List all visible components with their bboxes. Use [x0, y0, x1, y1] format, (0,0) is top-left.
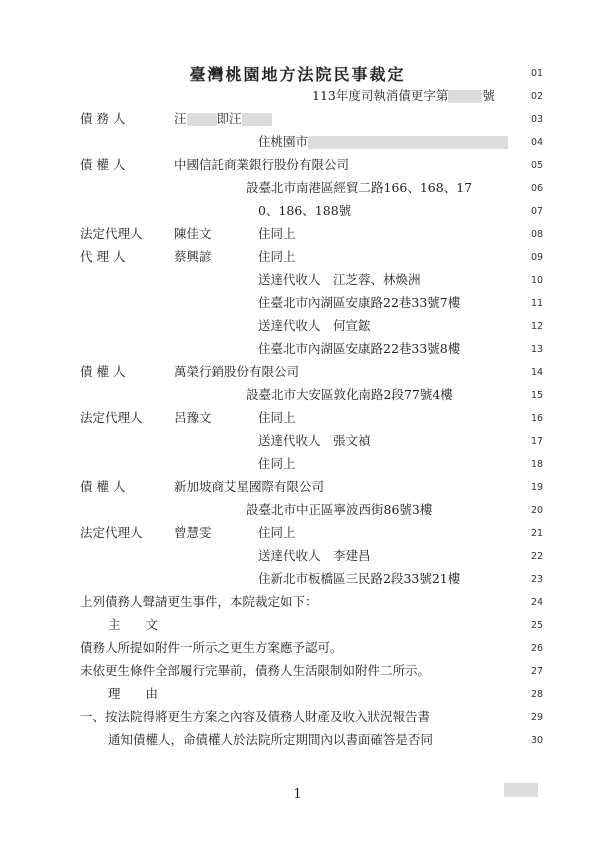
line-number: 30 [530, 735, 544, 746]
debtor-address-line [258, 134, 508, 150]
line-number: 05 [530, 160, 544, 171]
line-number: 17 [530, 436, 544, 447]
debtor-name-line [174, 111, 272, 127]
line-number: 23 [530, 574, 544, 585]
creditor3-name: 新加坡商艾星國際有限公司 [174, 479, 325, 494]
line-number: 13 [530, 344, 544, 355]
legal-rep3-role: 法定代理人 [80, 525, 143, 540]
line-number: 02 [530, 91, 544, 102]
line-number: 18 [530, 459, 544, 470]
line-number: 11 [530, 298, 544, 309]
line-number: 24 [530, 597, 544, 608]
redacted-block [448, 90, 482, 103]
creditor2-role: 債 權 人 [80, 364, 126, 379]
creditor2-address: 設臺北市大安區敦化南路2段77號4樓 [246, 387, 453, 402]
line-number: 15 [530, 390, 544, 401]
line-number: 27 [530, 666, 544, 677]
page-number: 1 [293, 787, 302, 802]
agent1-receiver2: 送達代收人 何宣鋐 [258, 318, 371, 333]
creditor1-role: 債 權 人 [80, 157, 126, 172]
legal-rep2-role: 法定代理人 [80, 410, 143, 425]
main-item-1: 債務人所提如附件一所示之更生方案應予認可。 [80, 640, 343, 655]
redacted-block [242, 113, 272, 126]
creditor1-address-2: 0、186、188號 [258, 203, 352, 218]
line-number: 26 [530, 643, 544, 654]
legal-rep2-receiver: 送達代收人 張文禎 [258, 433, 371, 448]
legal-rep3-name: 曾慧雯 [174, 525, 212, 540]
line-number: 06 [530, 183, 544, 194]
creditor1-name: 中國信託商業銀行股份有限公司 [174, 157, 350, 172]
reason-line-2: 通知債權人，命債權人於法院所定期間內以書面確答是否同 [108, 732, 434, 747]
case-number: 113年度司執消債更字第 [312, 88, 449, 103]
line-number: 10 [530, 275, 544, 286]
debtor-name: 汪 [174, 111, 187, 126]
agent1-role: 代 理 人 [80, 249, 126, 264]
legal-rep2-receiver-address: 住同上 [258, 456, 296, 471]
legal-rep2-address: 住同上 [258, 410, 296, 425]
line-number: 19 [530, 482, 544, 493]
line-number: 03 [530, 114, 544, 125]
main-heading: 主 文 [108, 617, 159, 632]
line-number: 20 [530, 505, 544, 516]
redacted-block [504, 783, 538, 797]
legal-rep3-address: 住同上 [258, 525, 296, 540]
line-number: 28 [530, 689, 544, 700]
legal-rep3-receiver: 送達代收人 李建昌 [258, 548, 371, 563]
debtor-alias: 即汪 [216, 111, 242, 126]
creditor3-role: 債 權 人 [80, 479, 126, 494]
line-number: 16 [530, 413, 544, 424]
line-number: 07 [530, 206, 544, 217]
line-number: 21 [530, 528, 544, 539]
creditor1-address-1: 設臺北市南港區經貿二路166、168、17 [246, 180, 473, 195]
line-number: 01 [530, 68, 544, 79]
case-number-line [312, 88, 495, 104]
creditor2-name: 萬榮行銷股份有限公司 [174, 364, 300, 379]
debtor-address: 住桃園市 [258, 134, 309, 149]
line-number: 09 [530, 252, 544, 263]
reason-heading: 理 由 [108, 686, 159, 701]
line-number: 12 [530, 321, 544, 332]
case-number-suffix: 號 [482, 88, 495, 103]
legal-rep3-receiver-address: 住新北市板橋區三民路2段33號21樓 [258, 571, 461, 586]
agent1-name: 蔡興諺 [174, 249, 212, 264]
document-title: 臺灣桃園地方法院民事裁定 [189, 65, 406, 84]
legal-rep1-address: 住同上 [258, 226, 296, 241]
agent1-receiver1: 送達代收人 江芝蓉、林煥洲 [258, 272, 421, 287]
redacted-block [187, 113, 217, 126]
agent1-address: 住同上 [258, 249, 296, 264]
line-number: 08 [530, 229, 544, 240]
line-number: 22 [530, 551, 544, 562]
legal-rep1-name: 陳佳文 [174, 226, 212, 241]
legal-rep1-role: 法定代理人 [80, 226, 143, 241]
main-item-2: 未依更生條件全部履行完畢前，債務人生活限制如附件二所示。 [80, 663, 431, 678]
line-number: 25 [530, 620, 544, 631]
agent1-receiver1-address: 住臺北市內湖區安康路22巷33號7樓 [258, 295, 461, 310]
line-number: 04 [530, 137, 544, 148]
intro-paragraph: 上列債務人聲請更生事件，本院裁定如下： [80, 594, 318, 609]
legal-rep2-name: 呂豫文 [174, 410, 212, 425]
agent1-receiver2-address: 住臺北市內湖區安康路22巷33號8樓 [258, 341, 461, 356]
creditor3-address: 設臺北市中正區寧波西街86號3樓 [246, 502, 433, 517]
line-number: 14 [530, 367, 544, 378]
reason-line-1: 一、按法院得將更生方案之內容及債務人財產及收入狀況報告書 [80, 709, 431, 724]
line-number: 29 [530, 712, 544, 723]
debtor-role: 債 務 人 [80, 111, 126, 126]
redacted-block [308, 136, 508, 149]
